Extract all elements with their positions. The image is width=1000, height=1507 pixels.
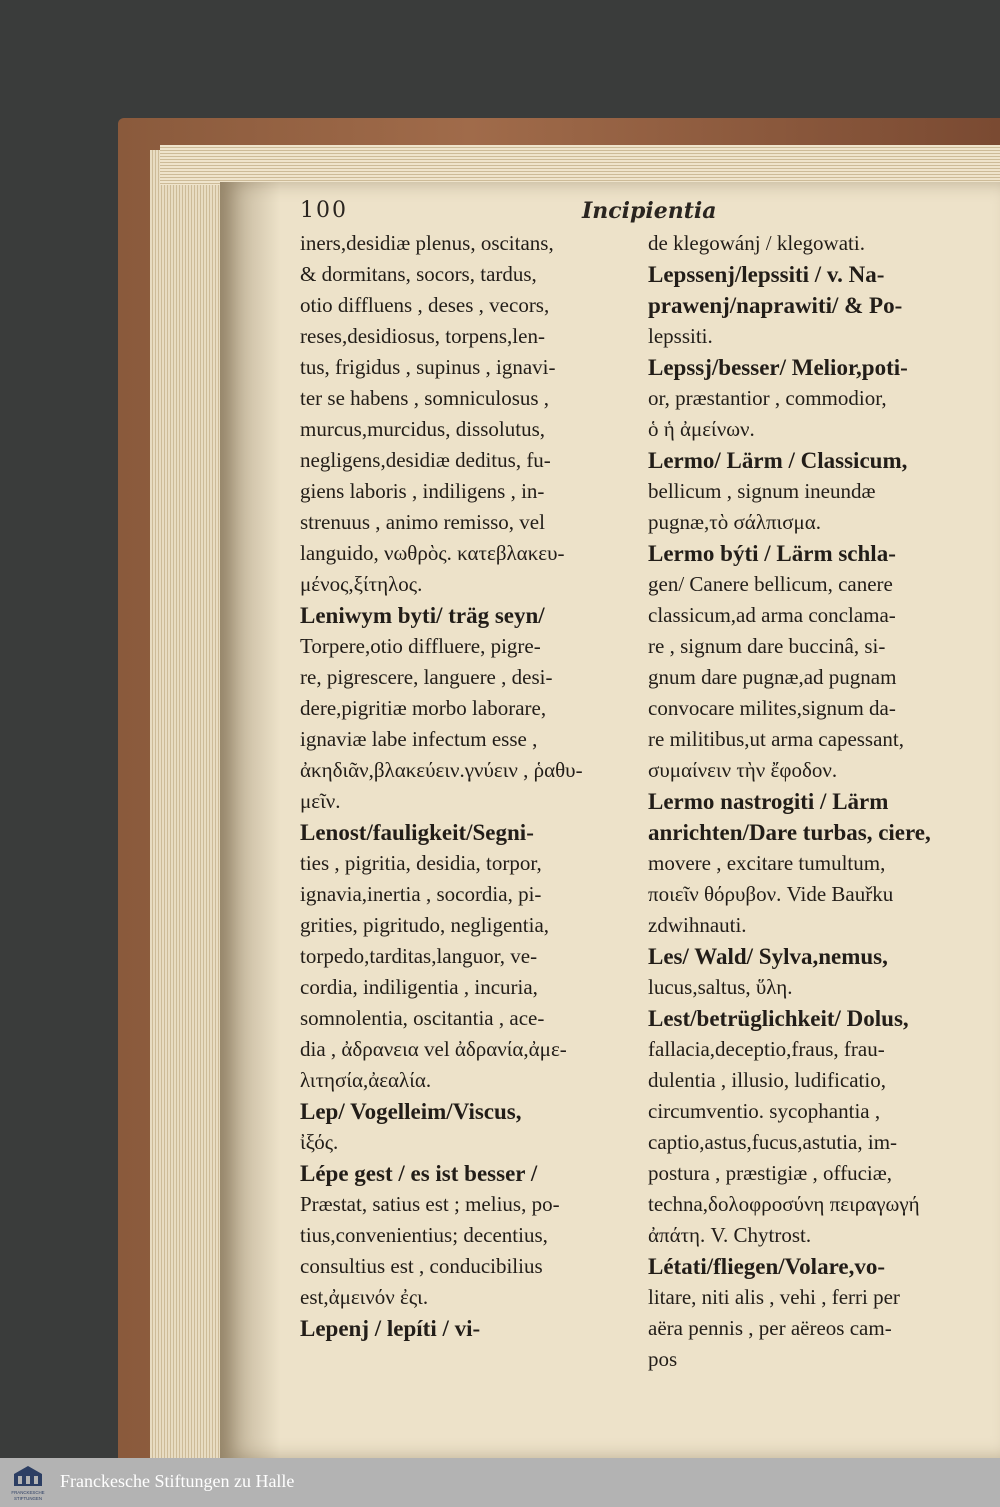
- text-line: ignaviæ labe infectum esse ,: [300, 727, 538, 751]
- text-line: Præstat, satius est ; melius, po-: [300, 1192, 560, 1216]
- text-line: gnum dare pugnæ,ad pugnam: [648, 665, 897, 689]
- text-line: ignavia,inertia , socordia, pi-: [300, 882, 542, 906]
- running-title: Incipientia: [582, 198, 717, 224]
- text-line: ἀπάτη. V. Chytrost.: [648, 1223, 812, 1247]
- right-text-column: [648, 228, 993, 1375]
- text-line: λιτησία,ἀεαλία.: [300, 1068, 432, 1092]
- text-line: reses,desidiosus, torpens,len-: [300, 324, 545, 348]
- text-line: lucus,saltus, ὕλη.: [648, 975, 793, 999]
- text-line: re, pigrescere, languere , desi-: [300, 665, 553, 689]
- text-line: συμαίνειν τὴν ἔφοδον.: [648, 758, 838, 782]
- text-line: negligens,desidiæ deditus, fu-: [300, 448, 551, 472]
- text-line: somnolentia, oscitantia , ace-: [300, 1006, 545, 1030]
- text-line: Les/ Wald/ Sylva,nemus,: [648, 944, 888, 969]
- page-header: [300, 198, 990, 228]
- text-line: litare, niti alis , vehi , ferri per: [648, 1285, 900, 1309]
- text-line: dia , ἀδρανεια vel ἀδρανία,ἀμε-: [300, 1037, 567, 1061]
- text-line: postura , præstigiæ , offuciæ,: [648, 1161, 893, 1185]
- text-line: circumventio. sycophantia ,: [648, 1099, 881, 1123]
- text-line: lepssiti.: [648, 324, 713, 348]
- text-line: ties , pigritia, desidia, torpor,: [300, 851, 542, 875]
- text-line: ἰξός.: [300, 1130, 339, 1154]
- text-line: Lenost/fauligkeit/Segni-: [300, 820, 534, 845]
- text-line: cordia, indiligentia , incuria,: [300, 975, 538, 999]
- text-line: Lermo býti / Lärm schla-: [648, 541, 896, 566]
- text-line: consultius est , conducibilius: [300, 1254, 543, 1278]
- text-line: gen/ Canere bellicum, canere: [648, 572, 893, 596]
- text-line: re , signum dare buccinâ, si-: [648, 634, 886, 658]
- text-line: Lermo/ Lärm / Classicum,: [648, 448, 908, 473]
- text-line: or, præstantior , commodior,: [648, 386, 887, 410]
- page-number: 100: [300, 198, 348, 223]
- text-line: pugnæ,τὸ σάλπισμα.: [648, 510, 822, 534]
- text-line: Lermo nastrogiti / Lärm: [648, 789, 889, 814]
- text-line: ὁ ἡ ἀμείνων.: [648, 417, 755, 441]
- text-line: tius,convenientius; decentius,: [300, 1223, 548, 1247]
- text-line: μένος,ξίτηλος.: [300, 572, 423, 596]
- text-line: grities, pigritudo, negligentia,: [300, 913, 550, 937]
- text-line: pos: [648, 1347, 678, 1371]
- text-line: movere , excitare tumultum,: [648, 851, 886, 875]
- text-line: dere,pigritiæ morbo laborare,: [300, 696, 547, 720]
- text-line: giens laboris , indiligens , in-: [300, 479, 545, 503]
- text-line: Lest/betrüglichkeit/ Dolus,: [648, 1006, 909, 1031]
- text-line: Torpere,otio diffluere, pigre-: [300, 634, 541, 658]
- svg-text:STIFTUNGEN: STIFTUNGEN: [13, 1496, 43, 1501]
- text-line: de klegowánj / klegowati.: [648, 231, 865, 255]
- text-line: Lepenj / lepíti / vi-: [300, 1316, 481, 1341]
- page-edges-side: [150, 150, 220, 1458]
- text-line: classicum,ad arma conclama-: [648, 603, 896, 627]
- foundation-logo-icon: [8, 1464, 48, 1502]
- text-line: captio,astus,fucus,astutia, im-: [648, 1130, 898, 1154]
- text-line: Lepssj/besser/ Melior,poti-: [648, 355, 908, 380]
- text-line: murcus,murcidus, dissolutus,: [300, 417, 545, 441]
- text-line: ποιεῖν θόρυβον. Vide Bauřku: [648, 882, 894, 906]
- text-line: Leniwym byti/ träg seyn/: [300, 603, 545, 628]
- text-line: iners,desidiæ plenus, oscitans,: [300, 231, 554, 255]
- text-line: re militibus,ut arma capessant,: [648, 727, 905, 751]
- text-line: convocare milites,signum da-: [648, 696, 896, 720]
- text-line: fallacia,deceptio,fraus, frau-: [648, 1037, 885, 1061]
- text-line: Létati/fliegen/Volare,vo-: [648, 1254, 885, 1279]
- text-line: ἀκηδιᾶν,βλακεύειν.γνύειν , ῥαθυ-: [300, 758, 583, 782]
- text-line: anrichten/Dare turbas, ciere,: [648, 820, 931, 845]
- text-line: & dormitans, socors, tardus,: [300, 262, 537, 286]
- footer-bar: [0, 1458, 1000, 1507]
- left-text-column: [300, 228, 640, 1344]
- page-edges-top: [160, 145, 1000, 185]
- text-line: dulentia , illusio, ludificatio,: [648, 1068, 886, 1092]
- text-line: prawenj/naprawiti/ & Po-: [648, 293, 903, 318]
- text-line: Lépe gest / es ist besser /: [300, 1161, 538, 1186]
- text-line: languido, νωθρὸς. κατεβλακευ-: [300, 541, 565, 565]
- svg-text:FRANCKESCHE: FRANCKESCHE: [11, 1490, 45, 1495]
- page-gutter-shadow: [220, 182, 280, 1458]
- text-line: est,ἀμεινόν ἐςι.: [300, 1285, 429, 1309]
- text-line: zdwihnauti.: [648, 913, 747, 937]
- text-line: strenuus , animo remisso, vel: [300, 510, 545, 534]
- text-line: μεῖν.: [300, 789, 341, 813]
- text-line: Lep/ Vogelleim/Viscus,: [300, 1099, 522, 1124]
- text-line: Lepssenj/lepssiti / v. Na-: [648, 262, 885, 287]
- text-line: aëra pennis , per aëreos cam-: [648, 1316, 892, 1340]
- text-line: ter se habens , somniculosus ,: [300, 386, 550, 410]
- text-line: bellicum , signum ineundæ: [648, 479, 876, 503]
- text-line: tus, frigidus , supinus , ignavi-: [300, 355, 556, 379]
- text-line: torpedo,tarditas,languor, ve-: [300, 944, 538, 968]
- text-line: otio diffluens , deses , vecors,: [300, 293, 550, 317]
- text-line: techna,δολοφροσύνη πειραγωγή: [648, 1192, 920, 1216]
- footer-text: Franckesche Stiftungen zu Halle: [60, 1471, 295, 1491]
